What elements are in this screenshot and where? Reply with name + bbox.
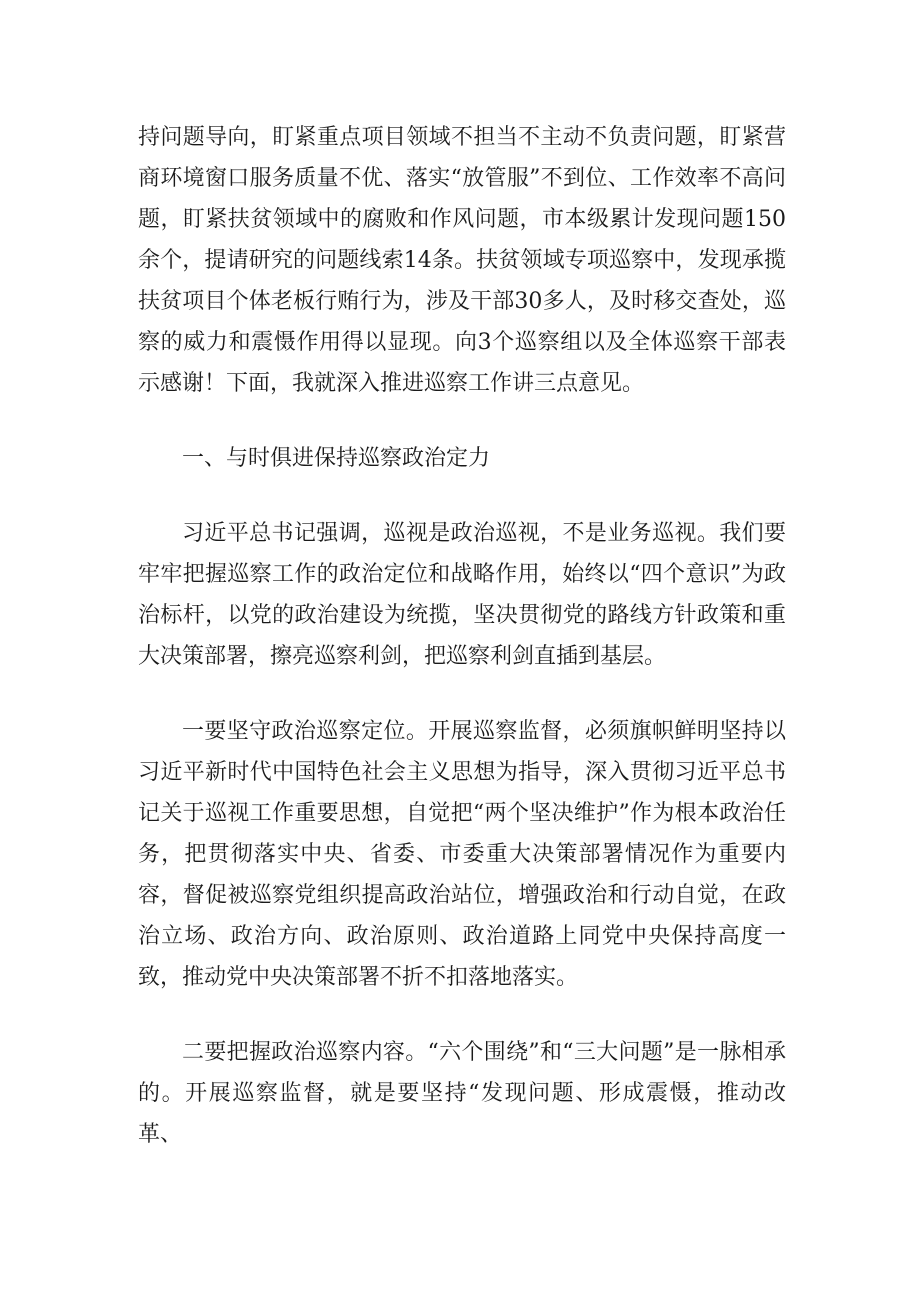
paragraph: 二要把握政治巡察内容。“六个围绕”和“三大问题”是一脉相承的。开展巡察监督，就是要坚持“发现问题、形成震慑，推动改革、 [138,1040,786,1147]
section-heading: 一、与时俱进保持巡察政治定力 [182,446,491,471]
paragraph: 一要坚守政治巡察定位。开展巡察监督，必须旗帜鲜明坚持以习近平新时代中国特色社会主义思想为指导，深入贯彻习近平总书记关于巡视工作重要思想，自觉把“两个坚决维护”作为根本政治任务，把贯彻落实中央、省委、市委重大决策部署情况作为重要内容，督促被巡察党组织提高政治站位，增强政治和行动自觉，在政治立场、政治方向、政治原则、政治道路上同党中央保持高度一致，推动党中央决策部署不折不扣落地落实。 [138,719,786,990]
paragraph: 习近平总书记强调，巡视是政治巡视，不是业务巡视。我们要牢牢把握巡察工作的政治定位和战略作用，始终以“四个意识”为政治标杆，以党的政治建设为统揽，坚决贯彻党的路线方针政策和重大决策部署，擦亮巡察利剑，把巡察利剑直插到基层。 [138,521,786,669]
document-body [138,117,786,1155]
paragraph-continuation: 持问题导向，盯紧重点项目领域不担当不主动不负责问题，盯紧营商环境窗口服务质量不优、落实“放管服”不到位、工作效率不高问题，盯紧扶贫领域中的腐败和作风问题，市本级累计发现问题150余个，提请研究的问题线索14条。扶贫领域专项巡察中，发现承揽扶贫项目个体老板行贿行为，涉及干部30多人，及时移交查处，巡察的威力和震慑作用得以显现。向3个巡察组以及全体巡察干部表示感谢！下面，我就深入推进巡察工作讲三点意见。 [138,125,786,396]
